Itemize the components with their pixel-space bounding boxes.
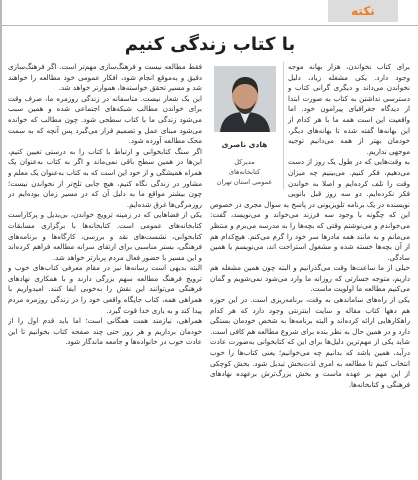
author-role-line: کتابخانه‌های xyxy=(228,167,261,176)
section-header xyxy=(2,0,418,26)
author-name: هادی ناصری xyxy=(221,140,268,149)
paragraph: اگر سنگ کتابخوانی و ارتباط با کتاب را به درستی تعیین کنیم، این‌ها در همین سطح باقی نمی‌ماند و اگر به کتاب به‌عنوان یک همراه همیشگی و از خود این است که به کتاب به‌عنوان یک معلم و مشاور در زندگی نگاه کنیم، هیچ جایی تلخ‌تر از نخواندن نیست؛ چون بیشتر مواقع ما به دلیل آن که در مسیر زمان بوده‌ایم در روزمرگی‌ها غرق شده‌ایم. xyxy=(8,146,202,209)
author-photo xyxy=(214,66,276,132)
paragraph: البته بدیهی است رسانه‌ها نیز در مقام معرفی کتاب‌های خوب و ترویج فرهنگ مطالعه سهم بزرگی دارند و با همکاری نهادهای فرهنگی می‌توانند این نقش را به‌خوبی ایفا کنند. امیدواریم با همراهی همه، کتاب جایگاه واقعی خود را در زندگی روزمره مردم پیدا کند و به یاری خدا قوت گیرد. xyxy=(8,263,202,315)
paragraph: خیلی از ما ساعت‌ها وقت می‌گذرانیم و البته چون همین مشغله هم داریم، متوجه خسارتی که روزانه ما وارد می‌شود نمی‌شویم و گمان می‌کنیم مطالعه ما اولویت ماست. xyxy=(210,263,410,294)
paragraph: فقط مطالعه نیست و فرهنگ‌سازی مهم‌تر است. اگر فرهنگ‌سازی دقیق و به‌موقع انجام شود، افکار عمومی خود مطالعه را خواهند شد و مسیر تحقق خواسته‌ها، هموارتر خواهد شد. xyxy=(8,62,202,93)
section-kicker: نکته xyxy=(328,0,398,22)
paragraph: شاید یکی از مهم‌ترین دلیل‌ها برای این که کتابخوانی به‌صورت عادت درآید، همین باشد که بدانیم چه می‌خوانیم؛ یعنی کتاب‌ها را خوب انتخاب کنیم تا مطالعه به امری لذت‌بخش تبدیل شود. بخش کوچکی از این مهم بر عهده ماست و بخش بزرگ‌ترش برعهده نهادهای فرهنگی و کتابخانه‌ها. xyxy=(210,337,410,389)
paragraph: برای کتاب نخواندن، هزار بهانه موجه وجود دارد. یکی مشغله زیاد، دلیل نخواندن می‌داند و دیگری گرانی کتاب و دسترسی نداشتن به کتاب به صورت ابتدا از دیدگاه جغرافیای پیرامون خود. اما واقعیت این است همه ما با هر کدام از این بهانه‌ها گفته شده تا بهانه‌های دیگر، خودمان بهتر از همه می‌دانیم توجیه موجهی نداریم. xyxy=(288,62,410,156)
article-headline: با کتاب زندگی کنیم xyxy=(124,34,296,55)
paragraph: یکی از راه‌های ساماندهی به وقت، برنامه‌ریزی است. در این حوزه هم دهها کتاب مقاله و سایت اینترنتی وجود دارد که هر کدام راهکارهایی ارائه کرده‌اند و البته برنامه‌ها به شخص خودمان بستگی دارد و در همین حال به نظر بنده برای شروع مطالعه هم کافی است. xyxy=(210,295,410,336)
author-portrait-icon xyxy=(214,66,276,132)
right-column xyxy=(210,62,410,478)
paragraph: همراهی، نیازمند همت همگانی است؛ اما باید قدم اول را از خودمان برداریم و هر روز حتی چند صفحه کتاب بخوانیم تا این عادت خوب در خانواده‌ها و جامعه ماندگار شود. xyxy=(8,316,202,347)
author-role-line: عمومی استان تهران xyxy=(216,177,273,186)
article-body xyxy=(8,62,410,478)
author-role xyxy=(210,157,279,187)
paragraph: یکی از فضاهایی که در زمینه ترویج خواندن، بی‌بدیل و پرکاراست کتابخانه‌های عمومی است. کتابخانه‌ها با برگزاری مسابقات کتابخوانی، نشست‌های نقد و بررسی، کارگاه‌ها و برنامه‌های فرهنگی، بستر مناسبی برای ارتقای سرانه مطالعه فراهم کرده‌اند و این مسیر با حضور فعال مردم پربارتر خواهد شد. xyxy=(8,210,202,262)
left-column xyxy=(8,62,202,478)
author-box xyxy=(210,62,284,190)
paragraph: این یک شعار نیست. متاسفانه در زندگی روزمره ما، صرف وقت برای خواندن مطالب شبکه‌های اجتماعی شده و همین سبب می‌شود زندگی ما با کتاب سطحی شود. چون مطالب که خوانده می‌شود مبنای عمل و تصمیم قرار می‌گیرد پس آنچه که به سمت محک مطالعه آورده شود. xyxy=(8,93,202,146)
paragraph: به وقت‌هایی که در طول یک روز از دست می‌دهیم، فکر کنیم. می‌بینیم چه میزان وقت را تلف کرده‌ایم و اصلا به خواندن فکر نکرده‌ایم. دو سه روز قبل بانویی نویسنده در یک برنامه تلویزیونی در پاسخ به سوال مجری در خصوص این که چگونه با وجود سه فرزند می‌خواند و می‌نویسد، گفت: می‌خواندم و می‌نوشتم وقتی که بچه‌ها را به مدرسه می‌برم و منتظر می‌مانم و به مانند همه مادرها سر خود را گرم می‌کنم. هیچ‌کدام هم از آن بچه‌ها خسته شده و مشغول استراحت اند، می‌نویسم یا همین سادگی. xyxy=(210,157,410,262)
author-role-line: مدیرکل xyxy=(234,157,255,166)
